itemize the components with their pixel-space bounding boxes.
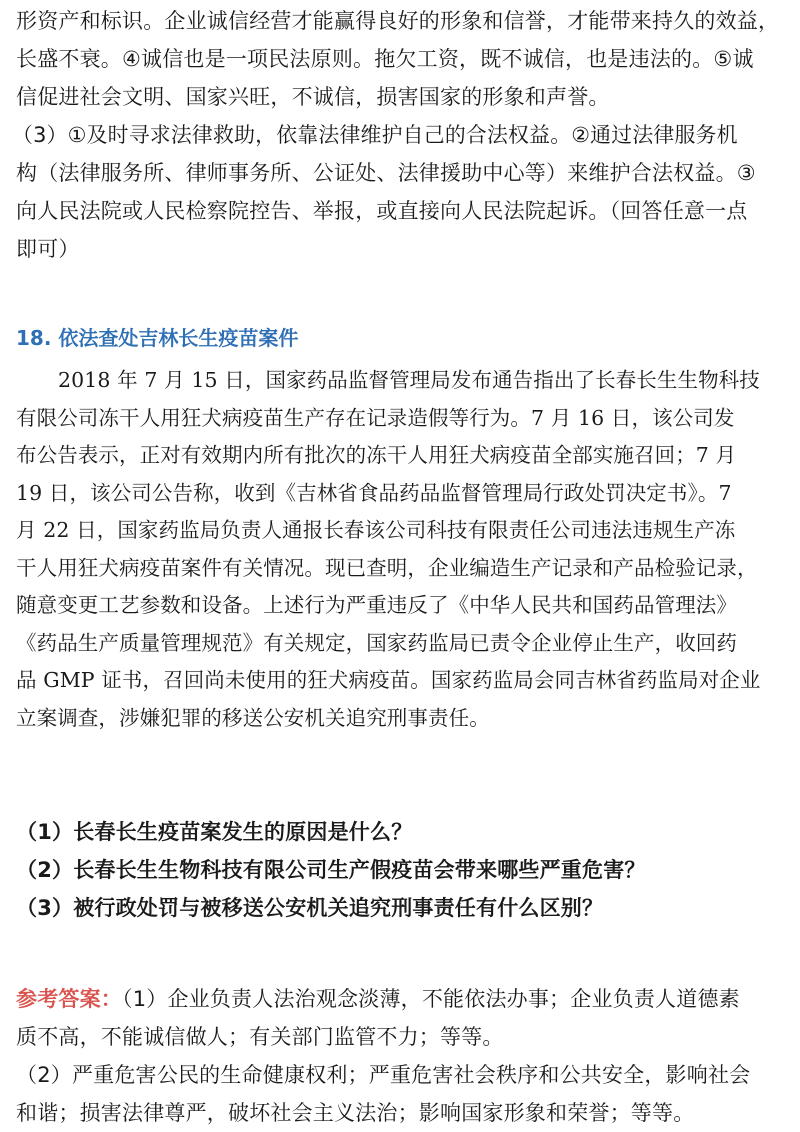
question-item: （2）长春长生生物科技有限公司生产假疫苗会带来哪些严重危害？ [16,858,646,882]
case-body [16,362,788,737]
previous-answer-section [12,2,788,268]
text-line: 质不高，不能诚信做人；有关部门监管不力；等等。 [16,1025,504,1049]
text-line: 干人用狂犬病疫苗案件有关情况。现已查明，企业编造生产记录和产品检验记录， [16,555,758,580]
answer-first-line [16,980,788,1018]
text-line: 信促进社会文明、国家兴旺，不诚信，损害国家的形象和声誉。 [16,85,610,109]
text-line: （2）严重危害公民的生命健康权利；严重危害社会秩序和公共安全，影响社会 [16,1063,751,1087]
text-line: 品 GMP 证书，召回尚未使用的狂犬病疫苗。国家药监局会同吉林省药监局对企业 [16,668,761,692]
text-line: 布公告表示，正对有效期内所有批次的冻干人用狂犬病疫苗全部实施召回；7 月 [16,443,737,467]
text-line: 2018 年 7 月 15 日，国家药品监督管理局发布通告指出了长春长生生物科技 [58,368,760,392]
text-line: 构（法律服务所、律师事务所、公证处、法律援助中心等）来维护合法权益。③ [16,161,756,185]
questions-list [16,813,788,927]
text-line: 《药品生产质量管理规范》有关规定，国家药监局已责令企业停止生产，收回药 [16,630,737,655]
text-line: 和谐；损害法律尊严，破坏社会主义法治；影响国家形象和荣誉；等等。 [16,1101,695,1125]
text-line: 月 22 日，国家药监局负责人通报长春该公司科技有限责任公司违法违规生产冻 [16,518,736,542]
question-item: （3）被行政处罚与被移送公安机关追究刑事责任有什么区别？ [16,896,604,920]
answer-text: （1）企业负责人法治观念淡薄，不能依法办事；企业负责人道德素 [122,987,740,1011]
text-line: 19 日，该公司公告称，收到《吉林省食品药品监督管理局行政处罚决定书》。7 [16,480,732,505]
question-item: （1）长春长生疫苗案发生的原因是什么？ [16,820,413,844]
text-line: 形资产和标识。企业诚信经营才能赢得良好的形象和信誉，才能带来持久的效益， [16,9,780,33]
text-line: 立案调查，涉嫌犯罪的移送公安机关追究刑事责任。 [16,705,490,730]
text-line: 长盛不衰。④诚信也是一项民法原则。拖欠工资，既不诚信，也是违法的。⑤诚 [16,47,754,71]
text-line: （3）①及时寻求法律救助，依靠法律维护自己的合法权益。②通过法律服务机 [12,123,738,147]
text-line: 向人民法院或人民检察院控告、举报，或直接向人民法院起诉。（回答任意一点 [16,199,748,223]
case-heading: 18. 依法查处吉林长生疫苗案件 [16,326,299,350]
answer-label: 参考答案： [16,987,122,1011]
text-line: 有限公司冻干人用狂犬病疫苗生产存在记录造假等行为。7 月 16 日，该公司发 [16,405,735,430]
text-line: 随意变更工艺参数和设备。上述行为严重违反了《中华人民共和国药品管理法》 [16,593,737,617]
answers-section [16,980,788,1132]
text-line: 即可） [16,237,80,261]
